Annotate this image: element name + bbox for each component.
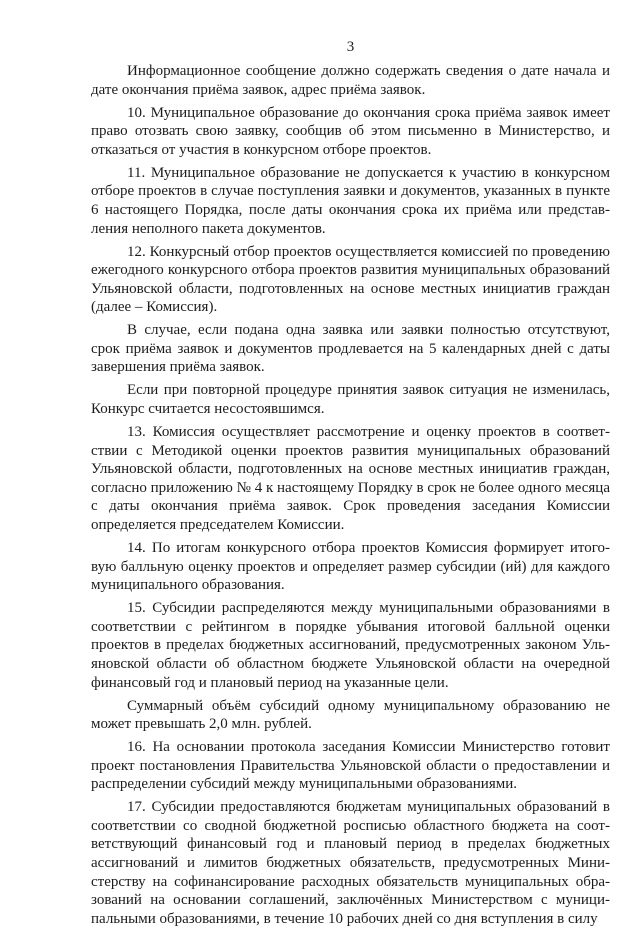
paragraph-item-12: 12. Конкурсный отбор проектов осуществляется комиссией по проведению ежегодного конкурсного отбора проектов развития муниципальных образований Ульяновской области, подготовленных на основе местных инициатив граждан (далее – Комиссия). [91,243,610,316]
paragraph-item-15: 15. Субсидии распределяются между муниципальными образованиями в соответствии с рейтингом в порядке убывания итоговой балльной оценки проектов в пределах бюджетных ассигнований, предусмотренных законом Ульяновской области об областном бюджете Ульяновской области на очередной финансовый год и плановый период на указанные цели. [91,600,610,691]
paragraph-item-11: 11. Муниципальное образование не допускается к участию в конкурсном отборе проектов в случае поступления заявки и документов, указанных в пункте 6 настоящего Порядка, после даты окончания срока их приёма или представления неполного пакета документов. [91,164,610,237]
paragraph-info-message: Информационное сообщение должно содержать сведения о дате начала и дате окончания приёма заявок, адрес приёма заявок. [91,63,610,98]
paragraph-contest-failed: Если при повторной процедуре принятия заявок ситуация не изменилась, Конкурс считается несостоявшимся. [91,382,610,418]
paragraph-item-13: 13. Комиссия осуществляет рассмотрение и оценку проектов в соответствии с Методикой оценки проектов развития муниципальных образований Ульяновской области, подготовленных на основе местных инициатив граждан, согласно приложению № 4 к настоящему Порядку в срок не более одного месяца с даты окончания приёма заявок. Срок проведения заседания Комиссии определяется председателем Комиссии. [91,424,610,533]
paragraph-single-application: В случае, если подана одна заявка или заявки полностью отсутствуют, срок приёма заявок и документов продлевается на 5 календарных дней с даты завершения приёма заявок. [91,322,610,376]
paragraph-item-14: 14. По итогам конкурсного отбора проектов Комиссия формирует итоговую балльную оценку проектов и определяет размер субсидии (ий) для каждого муниципального образования. [91,539,610,594]
paragraph-item-10: 10. Муниципальное образование до окончания срока приёма заявок имеет право отозвать свою заявку, сообщив об этом письменно в Министерство, и отказаться от участия в конкурсном отборе проектов. [91,104,610,158]
paragraph-item-17: 17. Субсидии предоставляются бюджетам муниципальных образований в соответствии со сводной бюджетной росписью областного бюджета на соответствующий финансовый год и плановый период в пределах бюджетных ассигнований и лимитов бюджетных обязательств, предусмотренных Министерству на софинансирование расходных обязательств муниципальных образований на основании соглашений, заключённых Министерством с муниципальными образованиями, в течение 10 рабочих дней со дня вступления в силу [91,799,610,927]
page-number: 3 [346,39,355,55]
paragraph-item-16: 16. На основании протокола заседания Комиссии Министерство готовит проект постановления Правительства Ульяновской области о предоставлении и распределении субсидий между муниципальными образованиями. [91,739,610,793]
paragraph-subsidy-limit: Суммарный объём субсидий одному муниципальному образованию не может превышать 2,0 млн. рублей. [91,697,610,733]
